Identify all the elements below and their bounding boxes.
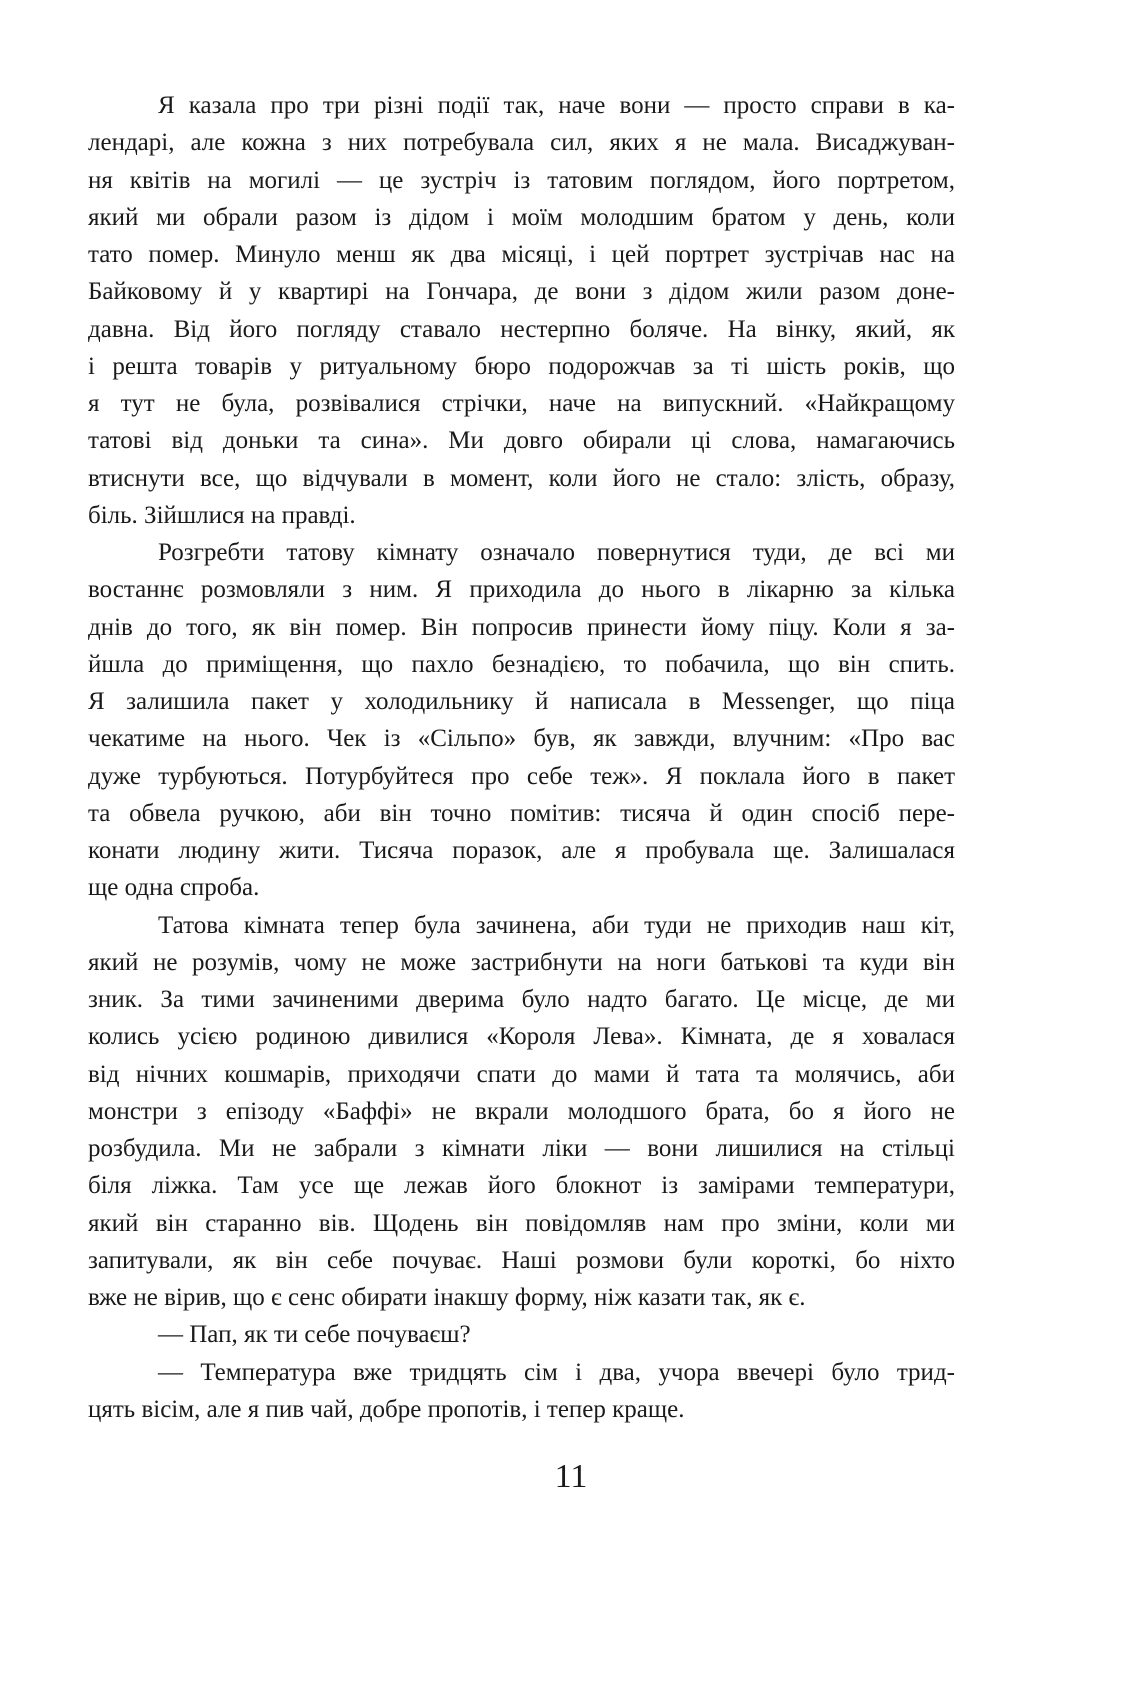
text-line: і решта товарів у ритуальному бюро подорожчав за ті шість років, що [88, 352, 955, 380]
text-line: ня квітів на могилі — це зустріч із татовим поглядом, його портретом, [88, 166, 955, 194]
text-line: який він старанно вів. Щодень він повідомляв нам про зміни, коли ми [88, 1209, 955, 1237]
text-line: від нічних кошмарів, приходячи спати до мами й тата та молячись, аби [88, 1060, 955, 1088]
text-line: чекатиме на нього. Чек із «Сільпо» був, як завжди, влучним: «Про вас [88, 725, 955, 753]
text-line: востаннє розмовляли з ним. Я приходила до нього в лікарню за кілька [88, 576, 955, 604]
paragraph [88, 907, 955, 1317]
text-line: та обвела ручкою, аби він точно помітив: тисяча й один спосіб пере- [88, 799, 955, 827]
text-line: лендарі, але кожна з них потребувала сил, яких я не мала. Висаджуван- [88, 129, 955, 157]
paragraph [88, 534, 955, 907]
text-line: я тут не була, розвівалися стрічки, наче на випускний. «Найкращому [88, 390, 955, 417]
text-line: вже не вірив, що є сенс обирати інакшу форму, ніж казати так, як є. [88, 1284, 806, 1311]
text-line: Байковому й у квартирі на Гончара, де вони з дідом жили разом доне- [88, 278, 955, 306]
paragraph [88, 1316, 955, 1353]
page-body-text [88, 87, 955, 1428]
text-line: днів до того, як він помер. Він попросив принести йому піцу. Коли я за- [88, 613, 955, 641]
text-line: татові від доньки та сина». Ми довго обирали ці слова, намагаючись [88, 427, 955, 455]
text-line: запитували, як він себе почуває. Наші розмови були короткі, бо ніхто [88, 1246, 955, 1274]
text-line: монстри з епізоду «Баффі» не вкрали молодшого брата, бо я його не [88, 1097, 955, 1125]
text-line: дуже турбуються. Потурбуйтеся про себе теж». Я поклала його в пакет [88, 762, 955, 790]
text-line: колись усією родиною дивилися «Короля Лева». Кімната, де я ховалася [88, 1023, 955, 1051]
text-line: розбудила. Ми не забрали з кімнати ліки — вони лишилися на стільці [88, 1135, 955, 1162]
text-line: давна. Від його погляду ставало нестерпно боляче. На вінку, який, як [88, 315, 955, 343]
paragraph [88, 1354, 955, 1429]
text-line: Розгребти татову кімнату означало повернутися туди, де всі ми [158, 539, 955, 566]
text-line: який ми обрали разом із дідом і моїм молодшим братом у день, коли [88, 203, 955, 231]
text-line: який не розумів, чому не може застрибнути на ноги батькові та куди він [88, 948, 955, 976]
text-line: Татова кімната тепер була зачинена, аби туди не приходив наш кіт, [158, 911, 955, 939]
text-line: конати людину жити. Тисяча поразок, але я пробувала ще. Залишалася [88, 837, 955, 864]
text-line: — Пап, як ти себе почуваєш? [158, 1321, 471, 1349]
text-line: тато помер. Минуло менш як два місяці, і цей портрет зустрічав нас на [88, 241, 955, 268]
paragraph [88, 87, 955, 534]
text-line: біля ліжка. Там усе ще лежав його блокнот із замірами температури, [88, 1172, 955, 1200]
text-line: — Температура вже тридцять сім і два, учора ввечері було трид- [158, 1358, 955, 1386]
text-line: зник. За тими зачиненими дверима було надто багато. Це місце, де ми [88, 986, 955, 1013]
text-line: Я залишила пакет у холодильнику й написала в Messenger, що піца [88, 688, 955, 715]
text-line: втиснути все, що відчували в момент, коли його не стало: злість, образу, [88, 464, 955, 492]
text-line: ще одна спроба. [88, 874, 260, 902]
text-line: Я казала про три різні події так, наче вони — просто справи в ка- [158, 92, 955, 119]
text-line: біль. Зійшлися на правді. [88, 501, 356, 529]
text-line: йшла до приміщення, що пахло безнадією, то побачила, що він спить. [88, 650, 955, 678]
text-line: цять вісім, але я пив чай, добре пропотів, і тепер краще. [88, 1395, 685, 1423]
page-number: 11 [554, 1458, 588, 1495]
